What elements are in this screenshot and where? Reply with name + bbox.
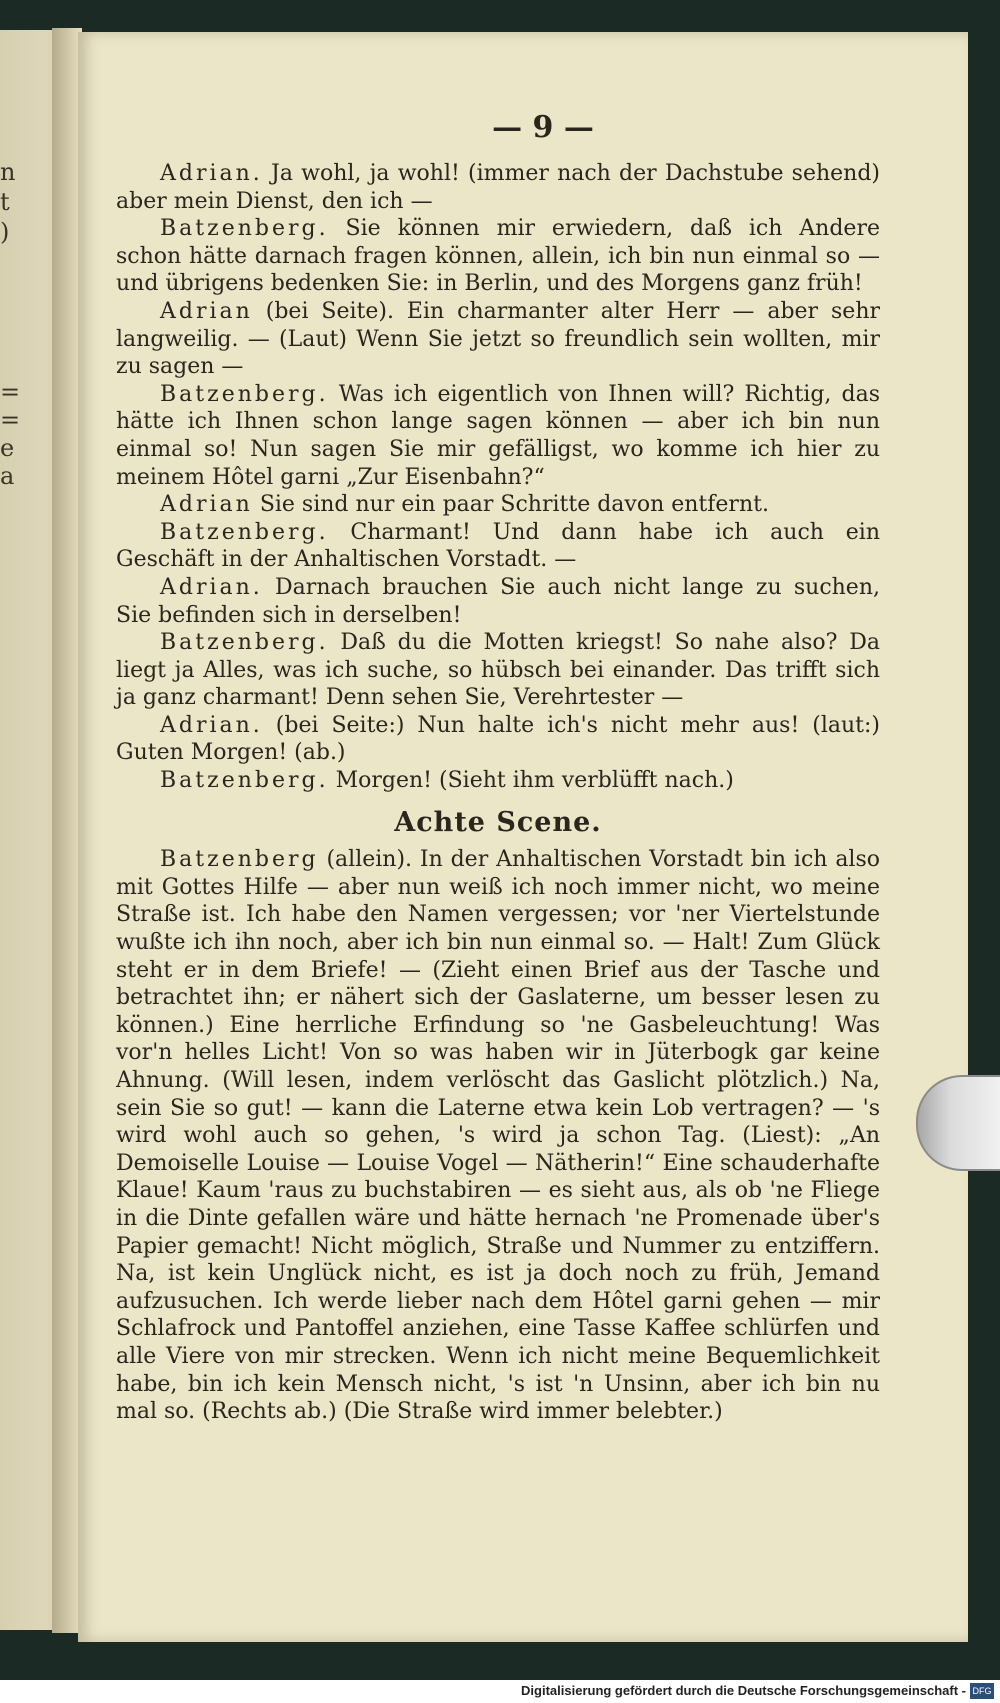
dialogue-line	[116, 629, 880, 712]
page-text	[116, 160, 880, 1426]
dialogue-line	[116, 160, 880, 215]
speaker-name: Batzenberg	[160, 847, 319, 873]
speaker-name: Batzenberg.	[160, 216, 329, 242]
speaker-name: Adrian	[160, 298, 253, 324]
speaker-name: Batzenberg.	[160, 381, 329, 407]
page-number: — 9 —	[492, 110, 594, 145]
monologue	[116, 846, 880, 1425]
scanner-clip	[916, 1075, 1000, 1171]
dialogue-line	[116, 712, 880, 767]
dialogue-line	[116, 491, 880, 519]
dialogue-line	[116, 767, 880, 795]
facing-page-fragment: )	[0, 218, 10, 246]
dialogue-line	[116, 215, 880, 298]
speaker-name: Adrian.	[160, 161, 263, 186]
speaker-name: Adrian	[160, 492, 253, 518]
dialogue-line	[116, 381, 880, 491]
line-text: Morgen! (Sieht ihm verblüfft nach.)	[335, 768, 734, 794]
facing-page-fragment: a	[0, 462, 15, 490]
facing-page-fragment: =	[0, 378, 21, 406]
speaker-name: Adrian.	[160, 574, 263, 600]
line-text: Ja wohl, ja wohl! (immer nach der Dachstube sehend) aber mein Dienst, den ich —	[116, 161, 880, 214]
line-text: (bei Seite:) Nun halte ich's nicht mehr aus! (laut:) Guten Morgen! (ab.)	[116, 712, 881, 766]
dialogue-line	[116, 574, 880, 629]
speaker-name: Batzenberg.	[160, 768, 329, 794]
scene-heading: Achte Scene.	[394, 806, 602, 838]
speaker-name: Batzenberg.	[160, 630, 329, 656]
facing-page-fragment: t	[0, 188, 10, 216]
dialogue-line	[116, 519, 880, 574]
line-text: Sie sind nur ein paar Schritte davon entfernt.	[259, 492, 769, 518]
facing-page-fragment: =	[0, 406, 21, 434]
line-text: Sie können mir erwiedern, daß ich Andere schon hätte darnach fragen können, allein, ich bin nun einmal so — und übrigens bedenken Sie: in Berlin, und des Morgens ganz früh!	[116, 216, 880, 297]
line-text: Darnach brauchen Sie auch nicht lange zu suchen, Sie befinden sich in derselben!	[116, 574, 880, 628]
facing-page-fragment: e	[0, 434, 15, 462]
line-text: Daß du die Motten kriegst! So nahe also? Da liegt ja Alles, was ich suche, so hübsch bei einander. Das trifft sich ja ganz charmant! Denn sehen Sie, Verehrtester —	[116, 630, 880, 711]
speaker-name: Adrian.	[160, 712, 263, 738]
dfg-logo: DFG	[970, 1683, 994, 1699]
dialogue-line	[116, 298, 880, 381]
speaker-name: Batzenberg.	[160, 519, 329, 545]
digitization-credit: Digitalisierung gefördert durch die Deutsche Forschungsgemeinschaft -	[521, 1683, 966, 1698]
line-text: (bei Seite). Ein charmanter alter Herr — aber sehr langweilig. — (Laut) Wenn Sie jetzt so freundlich sein wollten, mir zu sagen —	[116, 298, 881, 380]
line-text: Was ich eigentlich von Ihnen will? Richtig, das hätte ich Ihnen schon lange sagen können — aber ich bin nun einmal so! Nun sagen Sie mir gefälligst, wo komme ich hier zu meinem Hôtel garni „Zur Eisenbahn?“	[116, 381, 880, 490]
facing-page-fragment: n	[0, 158, 16, 186]
line-text: (allein). In der Anhaltischen Vorstadt bin ich also mit Gottes Hilfe — aber nun weiß ich noch immer nicht, wo meine Straße ist. Ich habe den Namen vergessen; vor 'ner Viertelstunde wußte ich ihn noch, aber ich bin nun einmal so. — Halt! Zum Glück steht er in dem Briefe! — (Zieht einen Brief aus der Tasche und betrachtet ihn; er nähert sich der Gaslaterne, um besser lesen zu können.) Eine herrliche Erfindung so 'ne Gasbeleuchtung! Was vor'n helles Licht! Von so was haben wir in Jüterbogk gar keine Ahnung. (Will lesen, indem verlöscht das Gaslicht plötzlich.) Na, sein Sie so gut! — kann die Laterne etwa kein Lob vertragen? — 's wird wohl auch so gehen, 's wird ja schon Tag. (Liest): „An Demoiselle Louise — Louise Vogel — Nätherin!“ Eine schauderhafte Klaue! Kaum 'raus zu buchstabiren — es sieht aus, als ob 'ne Fliege in die Dinte gefallen wäre und hätte hernach 'ne Promenade über's Papier gemacht! Nicht möglich, Straße und Nummer zu entziffern. Na, ist kein Unglück nicht, es ist ja doch noch zu früh, Jemand aufzusuchen. Ich werde lieber nach dem Hôtel garni gehen — mir Schlafrock und Pantoffel anziehen, eine Tasse Kaffee schlürfen und alle Viere von mir strecken. Wenn ich nicht meine Bequemlichkeit habe, bin ich kein Mensch nicht, 's ist 'n Unsinn, aber ich bin nu mal so. (Rechts ab.) (Die Straße wird immer belebter.)	[116, 847, 880, 1425]
line-text: Charmant! Und dann habe ich auch ein Geschäft in der Anhaltischen Vorstadt. —	[116, 519, 880, 573]
